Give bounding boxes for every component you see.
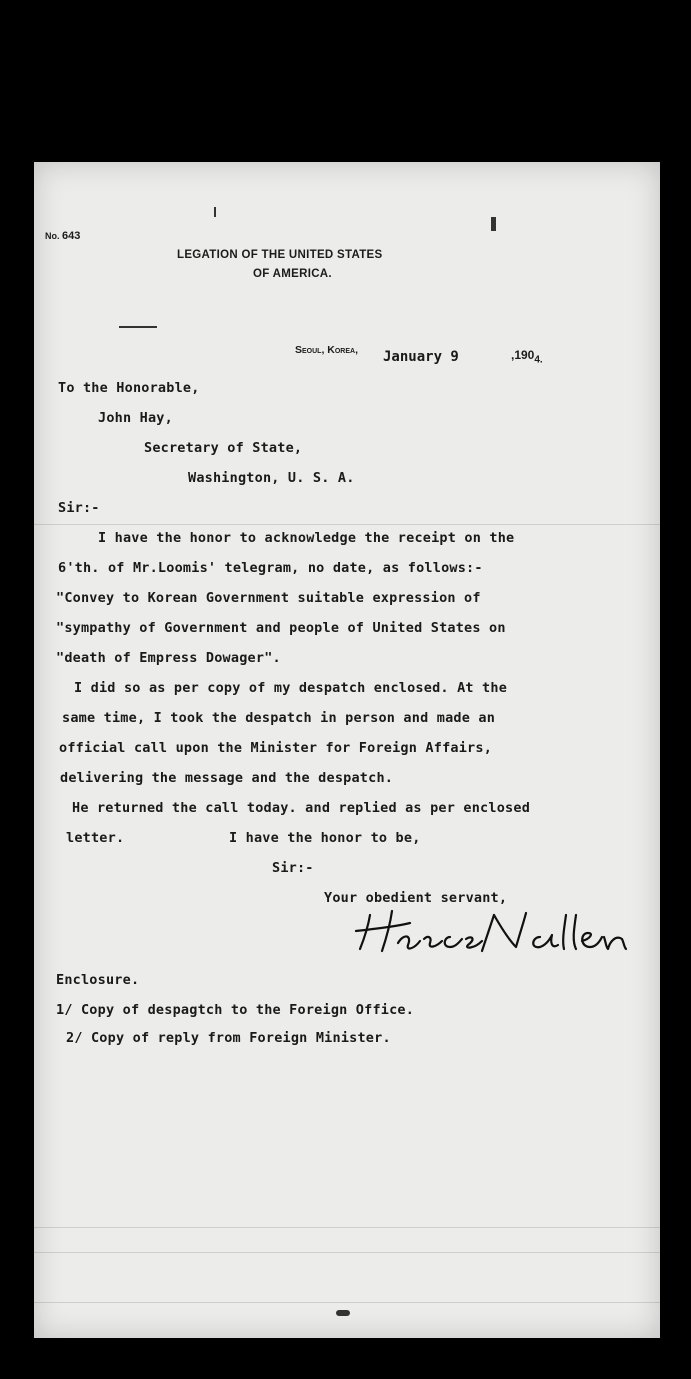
film-line <box>34 524 660 525</box>
enclosure-item-1: 1/ Copy of despagtch to the Foreign Office. <box>56 1002 415 1018</box>
closing-line1: I have the honor to be, <box>229 830 421 846</box>
despatch-number-prefix: No. <box>45 231 60 241</box>
address-line4: Washington, U. S. A. <box>188 470 355 486</box>
dateline-date: January 9 <box>383 349 459 365</box>
salutation: Sir:- <box>58 500 100 516</box>
address-line3: Secretary of State, <box>144 440 303 456</box>
closing-line3: Your obedient servant, <box>324 890 508 906</box>
dateline-place: Seoul, Korea, <box>295 344 359 356</box>
address-line2: John Hay, <box>98 410 173 426</box>
enclosure-item-2: 2/ Copy of reply from Foreign Minister. <box>66 1030 391 1046</box>
body-line: I have the honor to acknowledge the receipt on the <box>98 530 515 546</box>
mark <box>119 326 157 328</box>
body-line: I did so as per copy of my despatch enclosed. At the <box>74 680 508 696</box>
body-line: "death of Empress Dowager". <box>56 650 281 666</box>
signature <box>354 907 634 957</box>
mark <box>336 1310 350 1316</box>
body-line: "sympathy of Government and people of United States on <box>56 620 506 636</box>
body-line: He returned the call today. and replied as per enclosed <box>72 800 531 816</box>
enclosure-heading: Enclosure. <box>56 972 140 988</box>
body-line: same time, I took the despatch in person and made an <box>62 710 496 726</box>
film-line <box>34 1252 660 1253</box>
body-line: delivering the message and the despatch. <box>60 770 394 786</box>
body-line: 6'th. of Mr.Loomis' telegram, no date, as follows:- <box>58 560 483 576</box>
film-line <box>34 1227 660 1228</box>
despatch-number: 643 <box>62 230 81 242</box>
address-line1: To the Honorable, <box>58 380 200 396</box>
body-line: "Convey to Korean Government suitable expression of <box>56 590 481 606</box>
document-page <box>34 162 660 1338</box>
closing-line2: Sir:- <box>272 860 314 876</box>
body-line: letter. <box>66 830 125 846</box>
letterhead-line1: LEGATION OF THE UNITED STATES <box>177 249 383 261</box>
film-line <box>34 1302 660 1303</box>
dateline-year: $,190_{4.}$ <box>511 348 543 366</box>
body-line: official call upon the Minister for Foreign Affairs, <box>59 740 493 756</box>
mark <box>214 207 216 217</box>
mark <box>491 217 496 231</box>
letterhead-line2: OF AMERICA. <box>253 268 332 280</box>
